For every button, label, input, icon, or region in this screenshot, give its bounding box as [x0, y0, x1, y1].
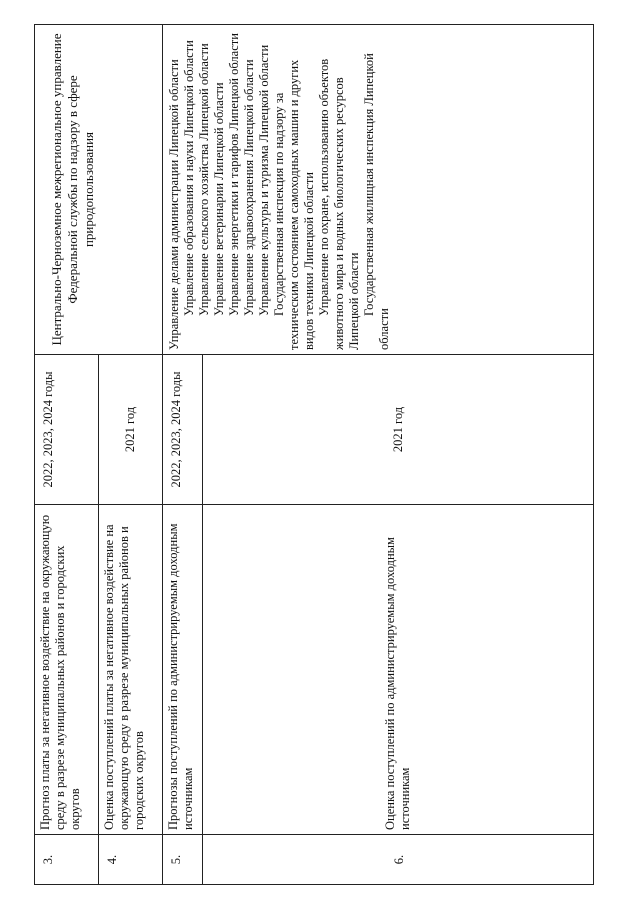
row-period: 2021 год	[203, 355, 594, 505]
administrator-item: Управление образования и науки Липецкой области	[182, 40, 196, 316]
row-number: 3.	[35, 835, 99, 885]
administrator-item: Управление по охране, использованию объектов животного мира и водных биологических ресурсов Липецкой области	[317, 58, 361, 350]
row-name: Прогноз платы за негативное воздействие на окружающую среду в разрезе муниципальных районов и городских округов	[35, 505, 99, 835]
row-name: Оценка поступлений платы за негативное воздействие на окружающую среду в разрезе муниципальных районов и городских округов	[99, 505, 163, 835]
row-period: 2022, 2023, 2024 годы	[35, 355, 99, 505]
administrator-item: Управление сельского хозяйства Липецкой области	[197, 43, 211, 316]
row-period: 2021 год	[99, 355, 163, 505]
table-row	[35, 25, 99, 885]
administrator-item: Управление здравоохранения Липецкой области	[242, 59, 256, 316]
administrator-item: Управление культуры и туризма Липецкой области	[257, 44, 271, 316]
administrator-item: Государственная жилищная инспекция Липецкой области	[362, 53, 391, 350]
row-number: 4.	[99, 835, 163, 885]
row-number: 5.	[163, 835, 203, 885]
administrators-cell	[163, 25, 594, 355]
agency-cell: Центрально-Черноземное межрегиональное управление Федеральной службы по надзору в сфере природопользования	[35, 25, 163, 355]
table-row	[163, 25, 203, 885]
administrator-item: Управление ветеринарии Липецкой области	[212, 82, 226, 316]
report-table	[34, 24, 594, 885]
administrator-item: Управление энергетики и тарифов Липецкой области	[227, 33, 241, 316]
row-name: Прогнозы поступлений по администрируемым доходным источникам	[163, 505, 203, 835]
row-number: 6.	[203, 835, 594, 885]
administrator-item: Управление делами администрации Липецкой области	[167, 59, 181, 350]
rotated-table-page	[34, 25, 594, 885]
row-name: Оценка поступлений по администрируемым доходным источникам	[203, 505, 594, 835]
row-period: 2022, 2023, 2024 годы	[163, 355, 203, 505]
administrator-item: Государственная инспекция по надзору за техническим состоянием самоходных машин и других видов техники Липецкой области	[272, 59, 316, 350]
